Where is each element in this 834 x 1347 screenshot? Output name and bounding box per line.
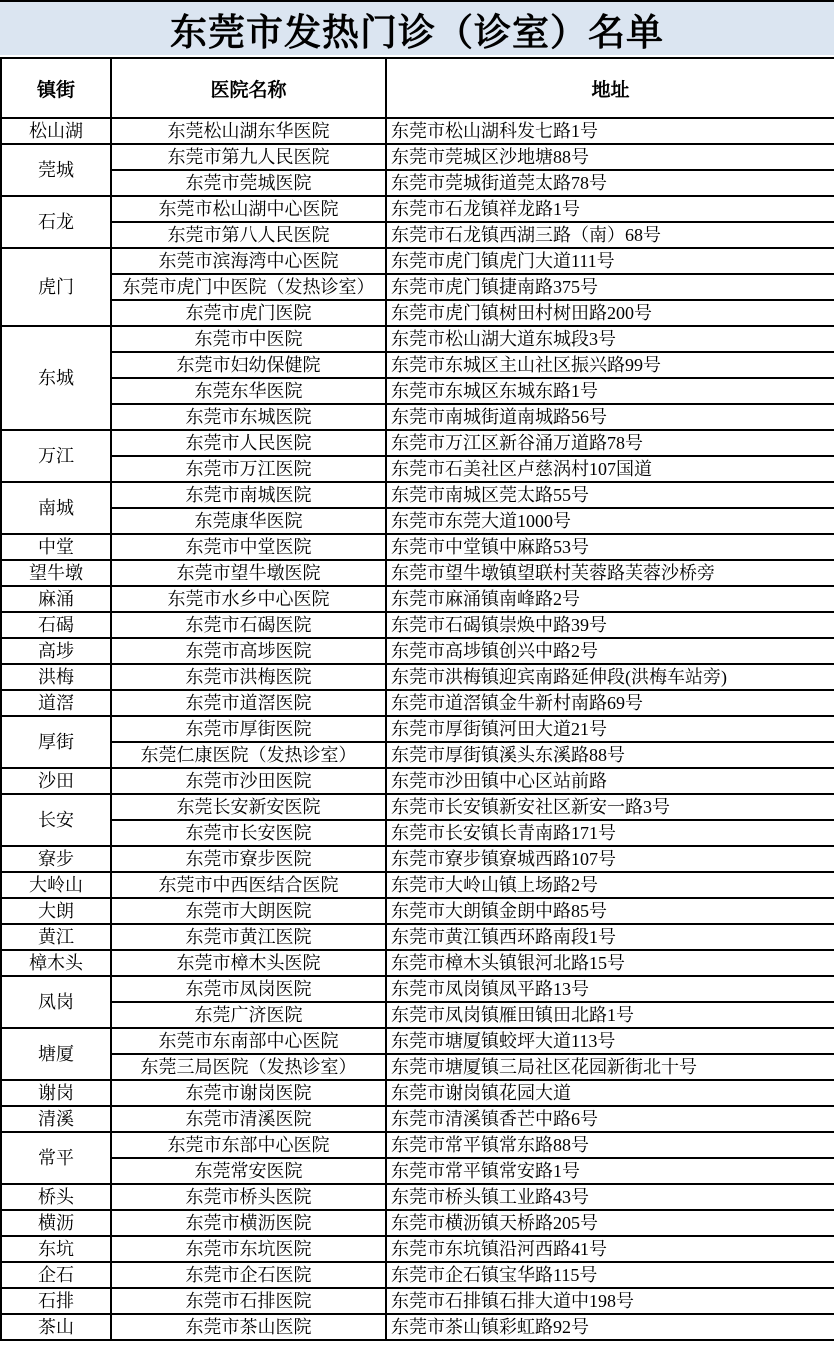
hospital-name-cell: 东莞市东部中心医院	[111, 1132, 386, 1158]
town-cell: 茶山	[1, 1314, 111, 1340]
table-row	[1, 196, 834, 222]
hospital-name-cell: 东莞三局医院（发热诊室）	[111, 1054, 386, 1080]
table-row	[1, 690, 834, 716]
hospital-name-cell: 东莞长安新安医院	[111, 794, 386, 820]
town-cell: 沙田	[1, 768, 111, 794]
hospital-name-cell: 东莞市寮步医院	[111, 846, 386, 872]
address-cell: 东莞市常平镇常安路1号	[386, 1158, 834, 1184]
table-row	[1, 534, 834, 560]
hospital-name-cell: 东莞市横沥医院	[111, 1210, 386, 1236]
hospital-name-cell: 东莞市人民医院	[111, 430, 386, 456]
town-cell: 大朗	[1, 898, 111, 924]
table-row	[1, 950, 834, 976]
town-cell: 石排	[1, 1288, 111, 1314]
address-cell: 东莞市厚街镇溪头东溪路88号	[386, 742, 834, 768]
table-row	[1, 794, 834, 820]
hospital-name-cell: 东莞市长安医院	[111, 820, 386, 846]
table-row	[1, 560, 834, 586]
hospital-name-cell: 东莞市厚街医院	[111, 716, 386, 742]
address-cell: 东莞市塘厦镇蛟坪大道113号	[386, 1028, 834, 1054]
table-row	[1, 716, 834, 742]
hospital-name-cell: 东莞市企石医院	[111, 1262, 386, 1288]
town-cell: 清溪	[1, 1106, 111, 1132]
table-header	[1, 58, 834, 118]
hospital-name-cell: 东莞市茶山医院	[111, 1314, 386, 1340]
town-cell: 洪梅	[1, 664, 111, 690]
hospital-name-cell: 东莞市樟木头医院	[111, 950, 386, 976]
town-cell: 东城	[1, 326, 111, 430]
table-row	[1, 118, 834, 144]
table-row	[1, 300, 834, 326]
hospital-name-cell: 东莞市洪梅医院	[111, 664, 386, 690]
hospital-name-cell: 东莞市中医院	[111, 326, 386, 352]
address-cell: 东莞市南城街道南城路56号	[386, 404, 834, 430]
table-row	[1, 144, 834, 170]
address-cell: 东莞市东城区主山社区振兴路99号	[386, 352, 834, 378]
town-cell: 樟木头	[1, 950, 111, 976]
table-row	[1, 586, 834, 612]
hospital-name-cell: 东莞市虎门医院	[111, 300, 386, 326]
address-cell: 东莞市东坑镇沿河西路41号	[386, 1236, 834, 1262]
town-cell: 寮步	[1, 846, 111, 872]
table-row	[1, 924, 834, 950]
town-cell: 石龙	[1, 196, 111, 248]
table-row	[1, 612, 834, 638]
hospital-name-cell: 东莞市东城医院	[111, 404, 386, 430]
town-cell: 塘厦	[1, 1028, 111, 1080]
table-body	[1, 118, 834, 1340]
town-cell: 长安	[1, 794, 111, 846]
town-cell: 莞城	[1, 144, 111, 196]
address-cell: 东莞市松山湖大道东城段3号	[386, 326, 834, 352]
table-row	[1, 1210, 834, 1236]
table-row	[1, 638, 834, 664]
header-row	[1, 58, 834, 118]
address-cell: 东莞市樟木头镇银河北路15号	[386, 950, 834, 976]
town-cell: 道滘	[1, 690, 111, 716]
table-row	[1, 222, 834, 248]
table-row	[1, 1080, 834, 1106]
address-cell: 东莞市石龙镇西湖三路（南）68号	[386, 222, 834, 248]
address-cell: 东莞市石美社区卢慈涡村107国道	[386, 456, 834, 482]
table-row	[1, 170, 834, 196]
address-cell: 东莞市横沥镇天桥路205号	[386, 1210, 834, 1236]
hospital-name-cell: 东莞市中西医结合医院	[111, 872, 386, 898]
address-cell: 东莞市中堂镇中麻路53号	[386, 534, 834, 560]
table-row	[1, 404, 834, 430]
hospital-name-cell: 东莞市沙田医院	[111, 768, 386, 794]
table-row	[1, 898, 834, 924]
table-row	[1, 768, 834, 794]
table-row	[1, 352, 834, 378]
hospital-name-cell: 东莞市莞城医院	[111, 170, 386, 196]
town-cell: 南城	[1, 482, 111, 534]
address-cell: 东莞市万江区新谷涌万道路78号	[386, 430, 834, 456]
hospital-name-cell: 东莞市凤岗医院	[111, 976, 386, 1002]
hospital-name-cell: 东莞仁康医院（发热诊室）	[111, 742, 386, 768]
address-cell: 东莞市寮步镇寮城西路107号	[386, 846, 834, 872]
hospital-name-cell: 东莞市万江医院	[111, 456, 386, 482]
address-cell: 东莞市企石镇宝华路115号	[386, 1262, 834, 1288]
town-cell: 望牛墩	[1, 560, 111, 586]
table-row	[1, 742, 834, 768]
town-cell: 中堂	[1, 534, 111, 560]
hospital-name-cell: 东莞市松山湖中心医院	[111, 196, 386, 222]
address-cell: 东莞市南城区莞太路55号	[386, 482, 834, 508]
address-cell: 东莞市厚街镇河田大道21号	[386, 716, 834, 742]
hospital-name-cell: 东莞康华医院	[111, 508, 386, 534]
hospital-name-cell: 东莞常安医院	[111, 1158, 386, 1184]
hospital-name-cell: 东莞市大朗医院	[111, 898, 386, 924]
town-cell: 凤岗	[1, 976, 111, 1028]
town-cell: 常平	[1, 1132, 111, 1184]
address-cell: 东莞市塘厦镇三局社区花园新街北十号	[386, 1054, 834, 1080]
table-row	[1, 378, 834, 404]
address-cell: 东莞市东莞大道1000号	[386, 508, 834, 534]
town-cell: 麻涌	[1, 586, 111, 612]
hospital-name-cell: 东莞东华医院	[111, 378, 386, 404]
address-cell: 东莞市清溪镇香芒中路6号	[386, 1106, 834, 1132]
address-cell: 东莞市望牛墩镇望联村芙蓉路芙蓉沙桥旁	[386, 560, 834, 586]
address-cell: 东莞市大朗镇金朗中路85号	[386, 898, 834, 924]
column-header-town: 镇街	[1, 58, 111, 118]
town-cell: 桥头	[1, 1184, 111, 1210]
town-cell: 大岭山	[1, 872, 111, 898]
address-cell: 东莞市高埗镇创兴中路2号	[386, 638, 834, 664]
address-cell: 东莞市道滘镇金牛新村南路69号	[386, 690, 834, 716]
address-cell: 东莞市黄江镇西环路南段1号	[386, 924, 834, 950]
address-cell: 东莞市石排镇石排大道中198号	[386, 1288, 834, 1314]
address-cell: 东莞市凤岗镇凤平路13号	[386, 976, 834, 1002]
table-row	[1, 326, 834, 352]
address-cell: 东莞市凤岗镇雁田镇田北路1号	[386, 1002, 834, 1028]
town-cell: 企石	[1, 1262, 111, 1288]
address-cell: 东莞市莞城区沙地塘88号	[386, 144, 834, 170]
town-cell: 虎门	[1, 248, 111, 326]
table-row	[1, 1236, 834, 1262]
hospital-name-cell: 东莞广济医院	[111, 1002, 386, 1028]
town-cell: 高埗	[1, 638, 111, 664]
table-row	[1, 664, 834, 690]
town-cell: 石碣	[1, 612, 111, 638]
town-cell: 横沥	[1, 1210, 111, 1236]
hospital-name-cell: 东莞市谢岗医院	[111, 1080, 386, 1106]
table-row	[1, 820, 834, 846]
hospital-name-cell: 东莞松山湖东华医院	[111, 118, 386, 144]
town-cell: 谢岗	[1, 1080, 111, 1106]
town-cell: 松山湖	[1, 118, 111, 144]
table-row	[1, 1002, 834, 1028]
hospital-name-cell: 东莞市道滘医院	[111, 690, 386, 716]
table-row	[1, 1158, 834, 1184]
address-cell: 东莞市石碣镇崇焕中路39号	[386, 612, 834, 638]
town-cell: 东坑	[1, 1236, 111, 1262]
table-row	[1, 248, 834, 274]
town-cell: 黄江	[1, 924, 111, 950]
address-cell: 东莞市茶山镇彩虹路92号	[386, 1314, 834, 1340]
column-header-hospital-name: 医院名称	[111, 58, 386, 118]
table-row	[1, 1288, 834, 1314]
table-row	[1, 1262, 834, 1288]
hospital-name-cell: 东莞市清溪医院	[111, 1106, 386, 1132]
hospital-name-cell: 东莞市桥头医院	[111, 1184, 386, 1210]
address-cell: 东莞市洪梅镇迎宾南路延伸段(洪梅车站旁)	[386, 664, 834, 690]
hospital-name-cell: 东莞市望牛墩医院	[111, 560, 386, 586]
page-title: 东莞市发热门诊（诊室）名单	[0, 0, 834, 55]
address-cell: 东莞市谢岗镇花园大道	[386, 1080, 834, 1106]
table-row	[1, 1184, 834, 1210]
table-row	[1, 508, 834, 534]
hospital-name-cell: 东莞市石碣医院	[111, 612, 386, 638]
hospital-name-cell: 东莞市滨海湾中心医院	[111, 248, 386, 274]
address-cell: 东莞市虎门镇虎门大道111号	[386, 248, 834, 274]
address-cell: 东莞市长安镇新安社区新安一路3号	[386, 794, 834, 820]
table-row	[1, 1106, 834, 1132]
hospital-name-cell: 东莞市石排医院	[111, 1288, 386, 1314]
address-cell: 东莞市常平镇常东路88号	[386, 1132, 834, 1158]
hospital-name-cell: 东莞市中堂医院	[111, 534, 386, 560]
table-row	[1, 274, 834, 300]
hospital-name-cell: 东莞市东南部中心医院	[111, 1028, 386, 1054]
table-row	[1, 1132, 834, 1158]
table-row	[1, 1054, 834, 1080]
address-cell: 东莞市东城区东城东路1号	[386, 378, 834, 404]
table-row	[1, 430, 834, 456]
table-row	[1, 976, 834, 1002]
address-cell: 东莞市松山湖科发七路1号	[386, 118, 834, 144]
address-cell: 东莞市麻涌镇南峰路2号	[386, 586, 834, 612]
table-row	[1, 872, 834, 898]
town-cell: 万江	[1, 430, 111, 482]
address-cell: 东莞市石龙镇祥龙路1号	[386, 196, 834, 222]
hospital-name-cell: 东莞市黄江医院	[111, 924, 386, 950]
table-row	[1, 1314, 834, 1340]
town-cell: 厚街	[1, 716, 111, 768]
table-row	[1, 456, 834, 482]
column-header-address: 地址	[386, 58, 834, 118]
address-cell: 东莞市莞城街道莞太路78号	[386, 170, 834, 196]
hospital-name-cell: 东莞市虎门中医院（发热诊室）	[111, 274, 386, 300]
hospital-name-cell: 东莞市第九人民医院	[111, 144, 386, 170]
table-row	[1, 1028, 834, 1054]
address-cell: 东莞市桥头镇工业路43号	[386, 1184, 834, 1210]
address-cell: 东莞市虎门镇捷南路375号	[386, 274, 834, 300]
hospital-name-cell: 东莞市东坑医院	[111, 1236, 386, 1262]
table-row	[1, 846, 834, 872]
hospital-name-cell: 东莞市水乡中心医院	[111, 586, 386, 612]
address-cell: 东莞市虎门镇树田村树田路200号	[386, 300, 834, 326]
hospital-name-cell: 东莞市妇幼保健院	[111, 352, 386, 378]
address-cell: 东莞市大岭山镇上场路2号	[386, 872, 834, 898]
hospital-name-cell: 东莞市南城医院	[111, 482, 386, 508]
fever-clinic-table	[0, 57, 834, 1341]
address-cell: 东莞市长安镇长青南路171号	[386, 820, 834, 846]
hospital-name-cell: 东莞市高埗医院	[111, 638, 386, 664]
table-row	[1, 482, 834, 508]
hospital-name-cell: 东莞市第八人民医院	[111, 222, 386, 248]
address-cell: 东莞市沙田镇中心区站前路	[386, 768, 834, 794]
